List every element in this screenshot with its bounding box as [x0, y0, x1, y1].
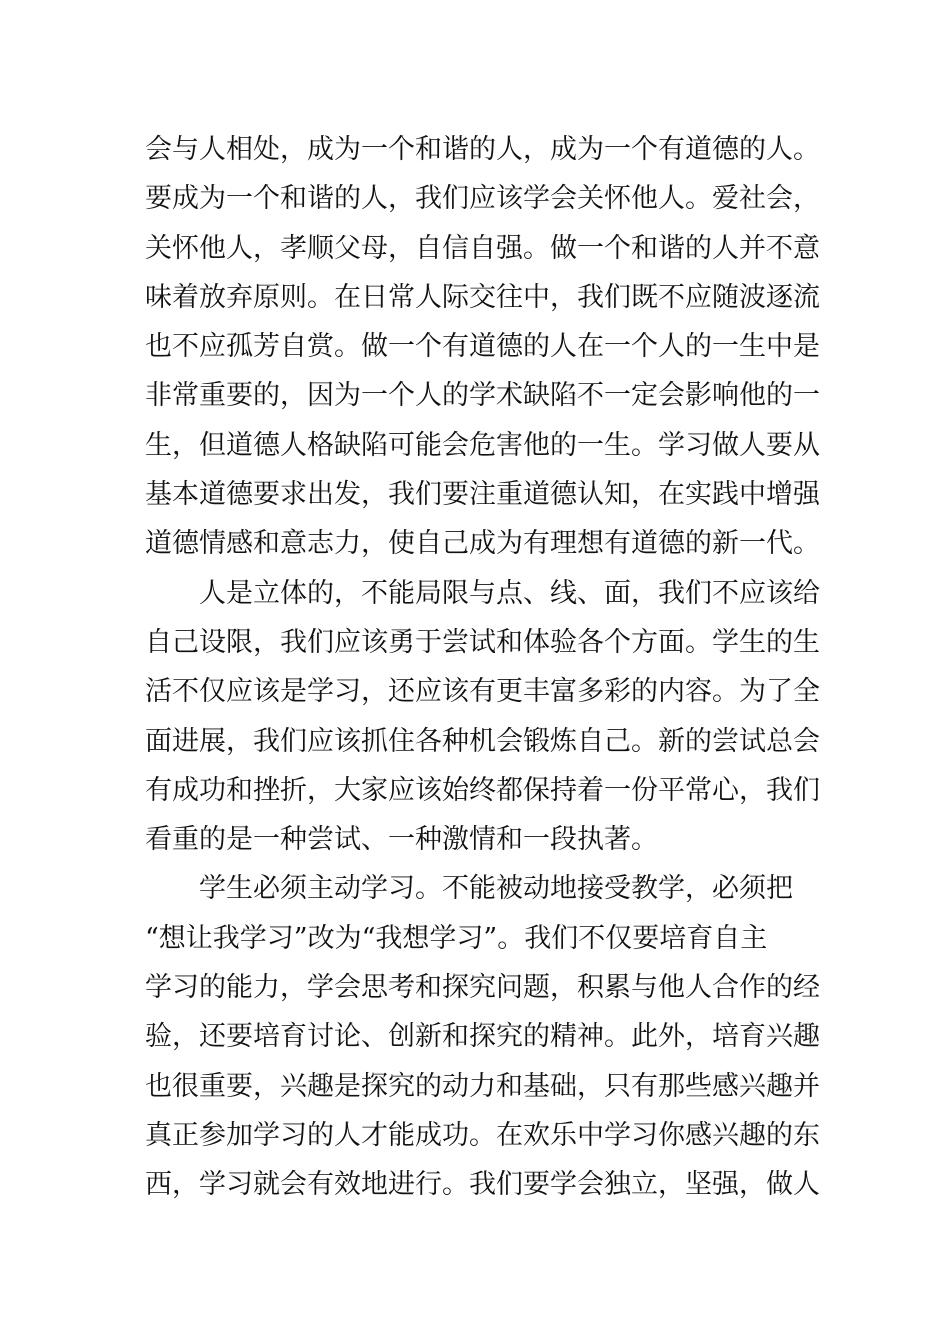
text-line: 自己设限，我们应该勇于尝试和体验各个方面。学生的生 — [145, 626, 820, 658]
text-line: 学习的能力，学会思考和探究问题，积累与他人合作的经 — [145, 972, 820, 1004]
text-line: 关怀他人，孝顺父母，自信自强。做一个和谐的人并不意 — [145, 232, 820, 264]
text-line: 活不仅应该是学习，还应该有更丰富多彩的内容。为了全 — [145, 676, 820, 708]
text-line: 会与人相处，成为一个和谐的人，成为一个有道德的人。 — [145, 134, 820, 165]
text-line: 也不应孤芳自赏。做一个有道德的人在一个人的一生中是 — [145, 331, 820, 363]
text-line: 有成功和挫折，大家应该始终都保持着一份平常心，我们 — [145, 774, 820, 806]
text-line: 道德情感和意志力，使自己成为有理想有道德的新一代。 — [145, 528, 820, 560]
document-body — [145, 125, 825, 1210]
paragraph-first-line: 学生必须主动学习。不能被动地接受教学，必须把 — [199, 873, 793, 905]
text-line: 真正参加学习的人才能成功。在欢乐中学习你感兴趣的东 — [145, 1119, 820, 1151]
text-line: 味着放弃原则。在日常人际交往中，我们既不应随波逐流 — [145, 281, 820, 313]
text-line: 要成为一个和谐的人，我们应该学会关怀他人。爱社会， — [145, 183, 820, 215]
text-line: 验，还要培育讨论、创新和探究的精神。此外，培育兴趣 — [145, 1021, 820, 1053]
text-line: 非常重要的，因为一个人的学术缺陷不一定会影响他的一 — [145, 380, 820, 412]
text-line: 面进展，我们应该抓住各种机会锻炼自己。新的尝试总会 — [145, 725, 820, 757]
text-line: 看重的是一种尝试、一种激情和一段执著。 — [145, 824, 658, 856]
paragraph-first-line: 人是立体的，不能局限与点、线、面，我们不应该给 — [199, 577, 820, 609]
text-line: 基本道德要求出发，我们要注重道德认知，在实践中增强 — [145, 479, 820, 511]
text-line: 也很重要，兴趣是探究的动力和基础，只有那些感兴趣并 — [145, 1070, 820, 1102]
text-line: 生，但道德人格缺陷可能会危害他的一生。学习做人要从 — [145, 429, 820, 461]
text-line: “想让我学习”改为“我想学习”。我们不仅要培育自主 — [145, 922, 768, 954]
text-line: 西，学习就会有效地进行。我们要学会独立，坚强，做人 — [145, 1169, 820, 1201]
